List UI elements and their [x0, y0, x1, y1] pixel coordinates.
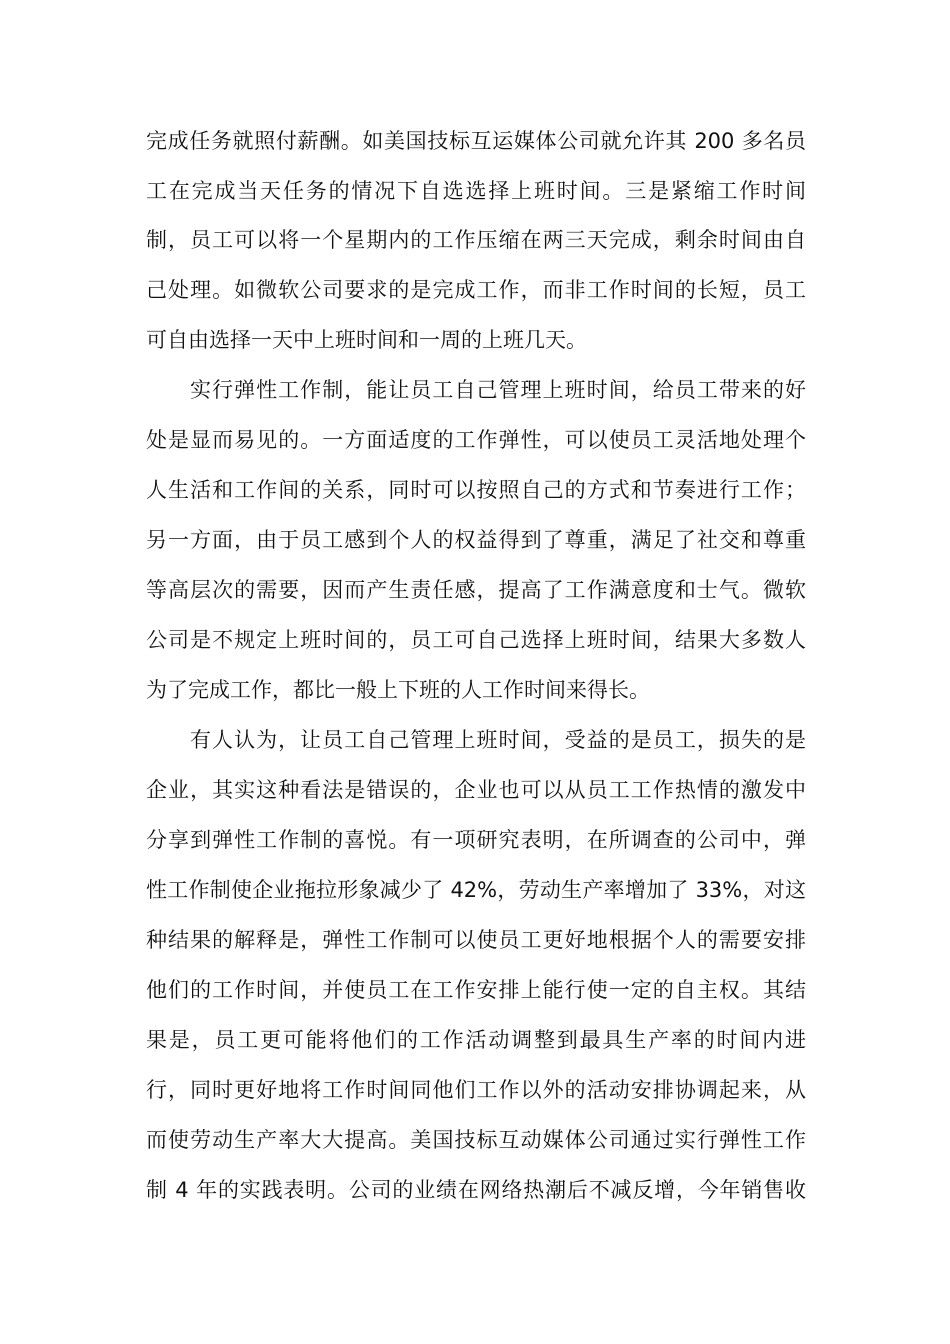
- text-line: 完成任务就照付薪酬。如美国技标互运媒体公司就允许其 200 多名员: [146, 129, 806, 153]
- text-line: 他们的工作时间，并使员工在工作安排上能行使一定的自主权。其结: [146, 978, 806, 1002]
- text-line: 可自由选择一天中上班时间和一周的上班几天。: [146, 328, 587, 352]
- text-line: 处是显而易见的。一方面适度的工作弹性，可以使员工灵活地处理个: [146, 428, 806, 452]
- text-line: 人生活和工作间的关系，同时可以按照自己的方式和节奏进行工作；: [146, 478, 806, 502]
- text-line: 性工作制使企业拖拉形象减少了 42%，劳动生产率增加了 33%，对这: [146, 878, 806, 902]
- text-line: 工在完成当天任务的情况下自选选择上班时间。三是紧缩工作时间: [146, 179, 806, 203]
- text-line: 另一方面，由于员工感到个人的权益得到了尊重，满足了社交和尊重: [146, 528, 806, 552]
- text-line: 公司是不规定上班时间的，员工可自己选择上班时间，结果大多数人: [146, 628, 806, 652]
- text-line: 己处理。如微软公司要求的是完成工作，而非工作时间的长短，员工: [146, 278, 806, 302]
- text-line: 果是，员工更可能将他们的工作活动调整到最具生产率的时间内进: [146, 1028, 806, 1052]
- text-line: 制，员工可以将一个星期内的工作压缩在两三天完成，剩余时间由自: [146, 228, 806, 252]
- paragraph-first-line: 实行弹性工作制，能让员工自己管理上班时间，给员工带来的好: [190, 378, 806, 402]
- paragraph-first-line: 有人认为，让员工自己管理上班时间，受益的是员工，损失的是: [190, 728, 806, 752]
- text-line: 分享到弹性工作制的喜悦。有一项研究表明，在所调查的公司中，弹: [146, 828, 806, 852]
- text-line: 企业，其实这种看法是错误的，企业也可以从员工工作热情的激发中: [146, 778, 806, 802]
- text-line: 行，同时更好地将工作时间同他们工作以外的活动安排协调起来，从: [146, 1078, 806, 1102]
- text-line: 制 4 年的实践表明。公司的业绩在网络热潮后不减反增，今年销售收: [146, 1178, 806, 1202]
- text-line: 种结果的解释是，弹性工作制可以使员工更好地根据个人的需要安排: [146, 928, 806, 952]
- text-line: 等高层次的需要，因而产生责任感，提高了工作满意度和士气。微软: [146, 578, 806, 602]
- text-line: 为了完成工作，都比一般上下班的人工作时间来得长。: [146, 678, 650, 702]
- text-line: 而使劳动生产率大大提高。美国技标互动媒体公司通过实行弹性工作: [146, 1128, 806, 1152]
